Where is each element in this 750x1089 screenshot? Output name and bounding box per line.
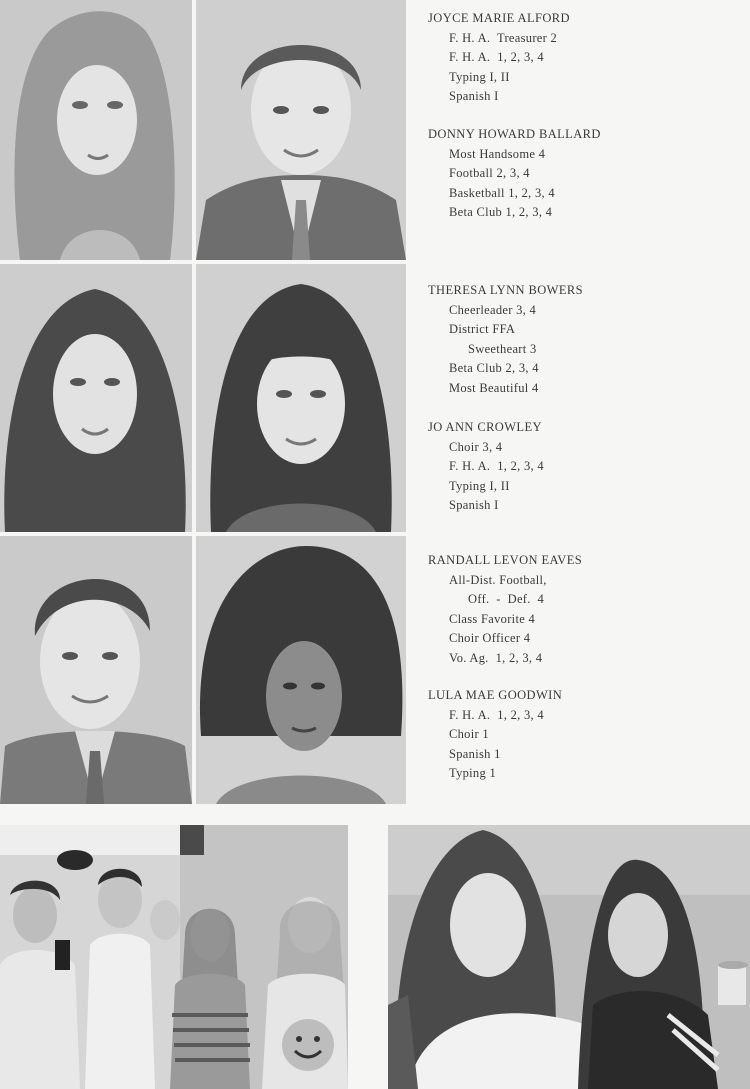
- activity-line: Typing 1: [449, 766, 497, 781]
- candid-photo-two-girls: [388, 825, 750, 1089]
- bio-joyce-alford: [428, 9, 570, 107]
- activity-line: Spanish I: [449, 498, 499, 513]
- activity-line: Spanish I: [449, 89, 499, 104]
- bio-theresa-bowers: [428, 281, 583, 399]
- portrait-lula-goodwin: [196, 536, 406, 804]
- activity-line: Choir 1: [449, 727, 489, 742]
- student-name: JOYCE MARIE ALFORD: [428, 11, 570, 25]
- bio-randall-eaves: [428, 551, 582, 669]
- activity-line: Most Beautiful 4: [449, 380, 539, 395]
- portrait-jo-ann-crowley: [196, 264, 406, 532]
- activity-line: Vo. Ag. 1, 2, 3, 4: [449, 650, 543, 665]
- portrait-joyce-alford: [0, 0, 192, 260]
- portrait-randall-eaves: [0, 536, 192, 804]
- activity-line: F. H. A. 1, 2, 3, 4: [449, 707, 544, 722]
- student-name: RANDALL LEVON EAVES: [428, 553, 583, 567]
- student-name: JO ANN CROWLEY: [428, 420, 542, 434]
- student-name: DONNY HOWARD BALLARD: [428, 127, 601, 141]
- activity-line: Choir Officer 4: [449, 631, 531, 646]
- activity-line: All-Dist. Football,: [449, 572, 547, 587]
- activity-line: Cheerleader 3, 4: [449, 302, 537, 317]
- activity-line: F. H. A. Treasurer 2: [449, 30, 558, 45]
- activity-line: Typing I, II: [449, 69, 510, 84]
- bio-donny-ballard: [428, 125, 601, 223]
- activity-line: Class Favorite 4: [449, 611, 536, 626]
- student-name: LULA MAE GOODWIN: [428, 688, 563, 702]
- activity-line: District FFA: [449, 322, 516, 337]
- activity-line: Typing I, II: [449, 478, 510, 493]
- activity-line: F. H. A. 1, 2, 3, 4: [449, 459, 544, 474]
- activity-line: Beta Club 1, 2, 3, 4: [449, 205, 553, 220]
- portrait-donny-ballard: [196, 0, 406, 260]
- activity-line: Beta Club 2, 3, 4: [449, 361, 539, 376]
- activity-line: Spanish 1: [449, 746, 501, 761]
- activity-line: Football 2, 3, 4: [449, 166, 530, 181]
- activity-line: Basketball 1, 2, 3, 4: [449, 185, 555, 200]
- activity-line: Off. - Def. 4: [468, 592, 545, 607]
- bio-jo-ann-crowley: [428, 418, 544, 516]
- activity-line: Most Handsome 4: [449, 146, 546, 161]
- portrait-theresa-bowers: [0, 264, 192, 532]
- student-name: THERESA LYNN BOWERS: [428, 283, 583, 297]
- bio-lula-goodwin: [428, 686, 562, 784]
- activity-line: F. H. A. 1, 2, 3, 4: [449, 50, 544, 65]
- activity-line: Choir 3, 4: [449, 439, 503, 454]
- activity-line: Sweetheart 3: [468, 341, 537, 356]
- candid-photo-party-group: [0, 825, 348, 1089]
